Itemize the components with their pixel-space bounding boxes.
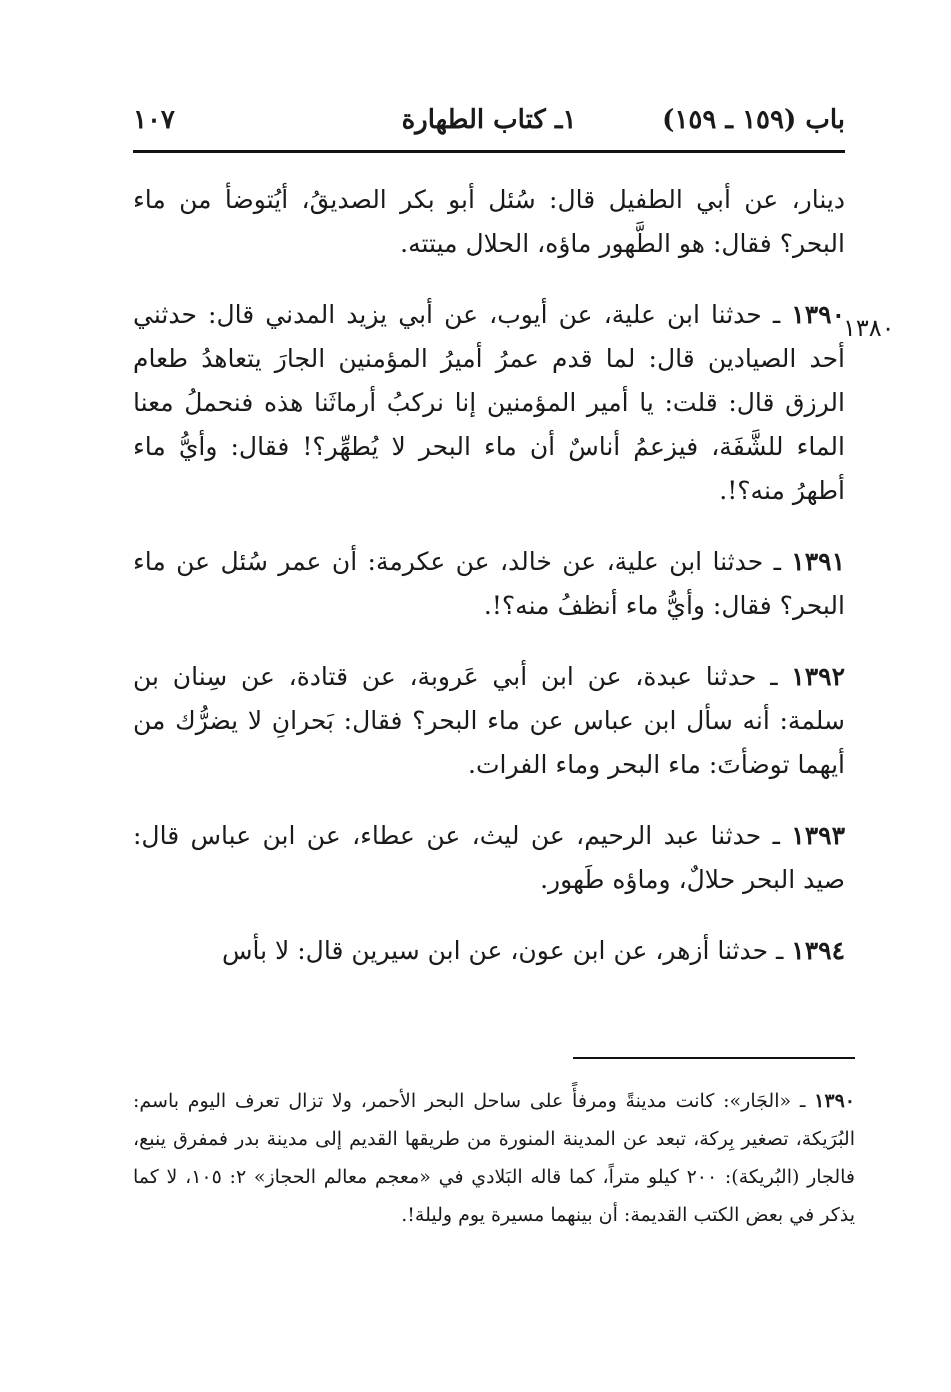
- paragraph-text: ـ حدثنا عبد الرحيم، عن ليث، عن عطاء، عن ابن عباس قال: صيد البحر حلالٌ، وماؤه طَهور.: [133, 821, 845, 894]
- running-header: [133, 100, 845, 140]
- footnote-rule: [573, 1057, 855, 1059]
- marginal-number: ١٣٨٠: [843, 314, 895, 342]
- hadith-number: ١٣٩٠: [791, 300, 845, 329]
- paragraph: [133, 540, 845, 628]
- hadith-number: ١٣٩٢: [791, 662, 845, 691]
- paragraph-text: ـ حدثنا أزهر، عن ابن عون، عن ابن سيرين قال: لا بأس: [222, 936, 792, 965]
- hadith-number: ١٣٩٣: [791, 821, 845, 850]
- paragraph: [133, 655, 845, 787]
- header-rule: [133, 150, 845, 153]
- footnote: [133, 1082, 855, 1234]
- paragraph-text: دينار، عن أبي الطفيل قال: سُئل أبو بكر الصديقُ، أيُتوضأ من ماء البحر؟ فقال: هو الطَّهور ماؤه، الحلال ميتته.: [133, 185, 845, 258]
- main-text: [133, 178, 845, 1000]
- paragraph: [133, 293, 845, 513]
- hadith-number: ١٣٩١: [791, 547, 845, 576]
- paragraph-text: ـ حدثنا عبدة، عن ابن أبي عَروبة، عن قتادة، عن سِنان بن سلمة: أنه سأل ابن عباس عن ماء البحر؟ فقال: بَحرانِ لا يضرُّك من أيهما توضأتَ: ماء البحر وماء الفرات.: [133, 662, 845, 779]
- paragraph-text: ـ حدثنا ابن علية، عن أيوب، عن أبي يزيد المدني قال: حدثني أحد الصيادين قال: لما قدم عمرُ أميرُ المؤمنين الجارَ يتعاهدُ طعام الرزق قال: قلت: يا أمير المؤمنين إنا نركبُ أرماثَنا هذه فنحملُ معنا الماء للشَّفَة، فيزعمُ أناسٌ أن ماء البحر لا يُطهِّر؟! فقال: وأيُّ ماء أطهرُ منه؟!.: [133, 300, 845, 505]
- paragraph: [133, 929, 845, 973]
- hadith-number: ١٣٩٤: [791, 936, 845, 965]
- paragraph: [133, 814, 845, 902]
- page-number: ١٠٧: [133, 105, 175, 135]
- footnote-text: ـ «الجَار»: كانت مدينةً ومرفأً على ساحل البحر الأحمر، ولا تزال تعرف اليوم باسم: البُرَيكة، تصغير بِركة، تبعد عن المدينة المنورة من طريقها القديم إلى مدينة بدر فمفرق ينبع، فالجار (البُريكة): ٢٠٠ كيلو متراً، كما قاله البَلادي في «معجم معالم الحجاز» ٢: ١٠٥، لا كما يذكر في بعض الكتب القديمة: أن بينهما مسيرة يوم وليلة!.: [133, 1090, 855, 1226]
- paragraph: [133, 178, 845, 266]
- paragraph-text: ـ حدثنا ابن علية، عن خالد، عن عكرمة: أن عمر سُئل عن ماء البحر؟ فقال: وأيُّ ماء أنظفُ منه؟!.: [133, 547, 845, 620]
- footnote-number: ١٣٩٠: [814, 1090, 855, 1112]
- chapter-title: باب (١٥٩ ـ ١٥٩): [662, 105, 845, 135]
- book-title: ١ـ كتاب الطهارة: [401, 105, 577, 135]
